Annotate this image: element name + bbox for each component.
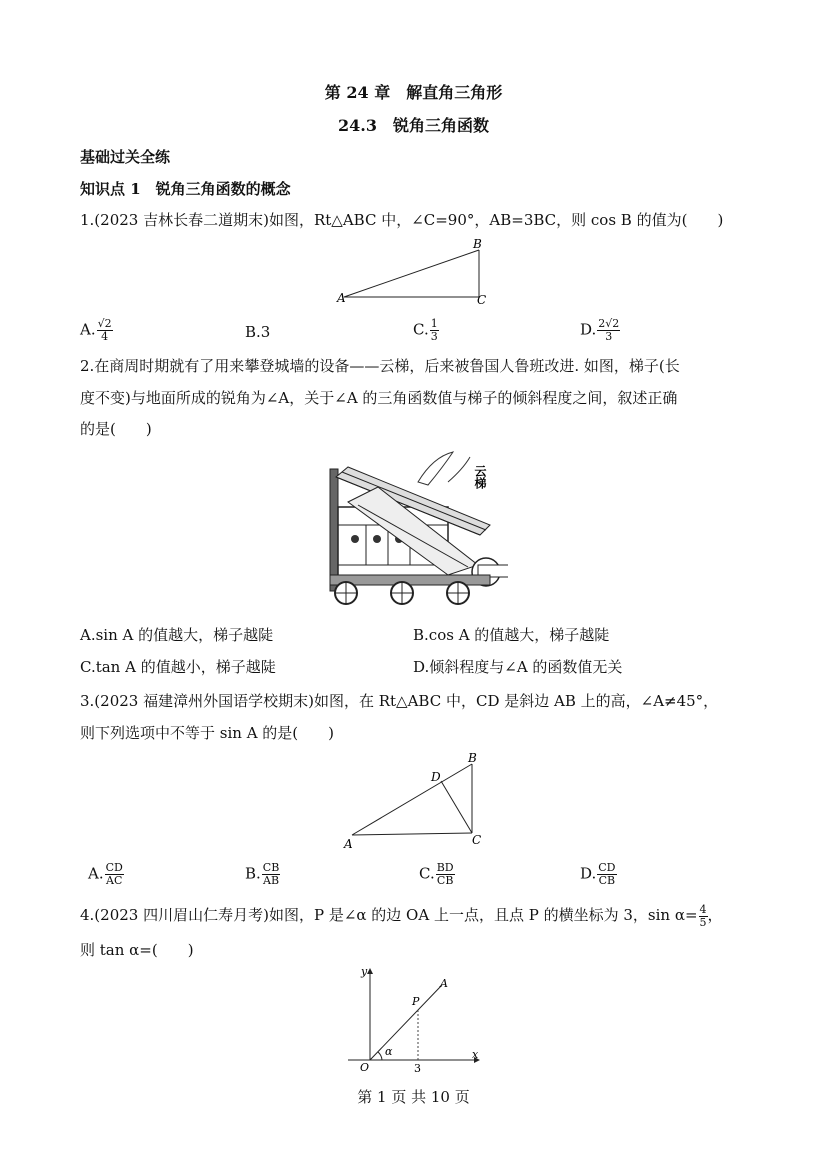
q2-line-3: 的是( ) xyxy=(80,420,152,438)
q3-option-c-num: BD xyxy=(436,861,454,874)
q1-option-d-den: 3 xyxy=(605,330,613,343)
q2-line-1: 2.在商周时期就有了用来攀登城墙的设备——云梯，后来被鲁国人鲁班改进. 如图，梯子(长 xyxy=(80,357,680,375)
q2-option-c[interactable]: C.tan A 的值越小，梯子越陡 xyxy=(80,658,276,676)
section-title: 24.3 锐角三角函数 xyxy=(338,116,489,135)
q3-side-ac xyxy=(352,833,472,835)
q4-line-1-end: ， xyxy=(707,906,723,924)
q4-sin-fraction xyxy=(699,904,708,929)
cloud-ladder-illustration xyxy=(318,447,508,612)
q1-option-c-num: 1 xyxy=(430,317,438,330)
q1-option-c-fraction xyxy=(430,318,439,343)
q3-option-a[interactable] xyxy=(88,862,124,887)
q2-option-b[interactable]: B.cos A 的值越大，梯子越陡 xyxy=(413,626,610,644)
q3-option-b[interactable] xyxy=(245,862,280,887)
q3-option-c-fraction xyxy=(436,862,455,887)
q3-option-b-fraction xyxy=(262,862,281,887)
q3-triangle-figure xyxy=(342,750,492,850)
q4-label-x: x xyxy=(472,1048,479,1061)
q3-option-d[interactable] xyxy=(580,862,617,887)
q2-option-a[interactable]: A.sin A 的值越大，梯子越陡 xyxy=(80,626,274,644)
q3-option-a-prefix: A. xyxy=(88,864,104,883)
q3-side-ab xyxy=(352,764,472,835)
q3-label-c: C xyxy=(472,833,482,847)
q3-line-1: 3.(2023 福建漳州外国语学校期末)如图，在 Rt△ABC 中，CD 是斜边 AB 上的高，∠A≠45°， xyxy=(80,692,719,710)
q1-option-a-fraction xyxy=(97,318,113,343)
q1-triangle-figure xyxy=(335,236,495,308)
q3-option-c[interactable] xyxy=(419,862,455,887)
ray-oa xyxy=(370,985,442,1060)
q3-label-b: B xyxy=(468,751,477,765)
q3-option-c-prefix: C. xyxy=(419,864,435,883)
q1-stem: 1.(2023 吉林长春二道期末)如图，Rt△ABC 中，∠C=90°，AB=3BC，则 cos B 的值为( ) xyxy=(80,211,724,229)
q4-label-a: A xyxy=(440,977,448,990)
q1-option-a[interactable] xyxy=(80,318,113,343)
q1-label-a: A xyxy=(337,291,346,305)
q1-option-a-prefix: A. xyxy=(80,320,96,339)
q4-label-three: 3 xyxy=(414,1062,421,1075)
q3-option-d-den: CB xyxy=(598,874,616,887)
q1-option-d-fraction xyxy=(597,318,620,343)
practice-title: 基础过关全练 xyxy=(80,148,171,166)
q3-altitude-cd xyxy=(441,781,472,833)
q4-label-o: O xyxy=(360,1061,370,1074)
q1-label-b: B xyxy=(473,237,482,251)
q1-option-d-prefix: D. xyxy=(580,320,597,339)
q1-option-c-prefix: C. xyxy=(413,320,429,339)
q2-option-d[interactable]: D.倾斜程度与∠A 的函数值无关 xyxy=(413,658,623,676)
q1-option-a-den: 4 xyxy=(101,330,109,343)
chapter-title: 第 24 章 解直角三角形 xyxy=(324,83,503,102)
q4-coordinate-figure xyxy=(340,965,490,1075)
q3-option-a-fraction xyxy=(105,862,124,887)
q4-label-y: y xyxy=(361,965,368,978)
q3-option-d-num: CD xyxy=(598,861,616,874)
q3-option-d-prefix: D. xyxy=(580,864,597,883)
q3-label-d: D xyxy=(431,770,441,784)
illustration-caption-1: 云梯 xyxy=(473,465,487,489)
cloud-icon xyxy=(418,452,453,485)
q4-sin-den: 5 xyxy=(699,915,707,929)
q2-line-2: 度不变)与地面所成的锐角为∠A，关于∠A 的三角函数值与梯子的倾斜程度之间，叙述正确 xyxy=(80,389,678,407)
q4-line-1-main: 4.(2023 四川眉山仁寿月考)如图，P 是∠α 的边 OA 上一点，且点 P 的横坐标为 3，sin α= xyxy=(80,906,698,924)
q1-option-a-num: √2 xyxy=(97,317,112,330)
q3-option-d-fraction xyxy=(597,862,616,887)
q4-line-2: 则 tan α=( ) xyxy=(80,941,194,959)
q4-label-p: P xyxy=(412,995,420,1008)
q1-side-ab xyxy=(344,250,479,297)
q1-option-c-den: 3 xyxy=(430,330,438,343)
q1-label-c: C xyxy=(477,293,487,307)
q4-label-alpha: α xyxy=(385,1045,393,1058)
q4-line-1 xyxy=(80,900,760,930)
q3-option-b-num: CB xyxy=(262,861,280,874)
q1-option-b[interactable]: B.3 xyxy=(245,323,271,341)
q3-label-a: A xyxy=(344,837,353,850)
q3-option-a-num: CD xyxy=(105,861,123,874)
q4-sin-num: 4 xyxy=(699,902,707,916)
q1-option-c[interactable] xyxy=(413,318,439,343)
q3-option-a-den: AC xyxy=(106,874,123,887)
q3-option-c-den: CB xyxy=(436,874,454,887)
q3-option-b-den: AB xyxy=(263,874,280,887)
knowledge-point-title: 知识点 1 锐角三角函数的概念 xyxy=(80,180,291,198)
page-footer: 第 1 页 共 10 页 xyxy=(357,1088,470,1106)
q1-option-d[interactable] xyxy=(580,318,620,343)
q3-option-b-prefix: B. xyxy=(245,864,261,883)
q3-line-2: 则下列选项中不等于 sin A 的是( ) xyxy=(80,724,334,742)
q1-option-d-num: 2√2 xyxy=(598,317,620,330)
